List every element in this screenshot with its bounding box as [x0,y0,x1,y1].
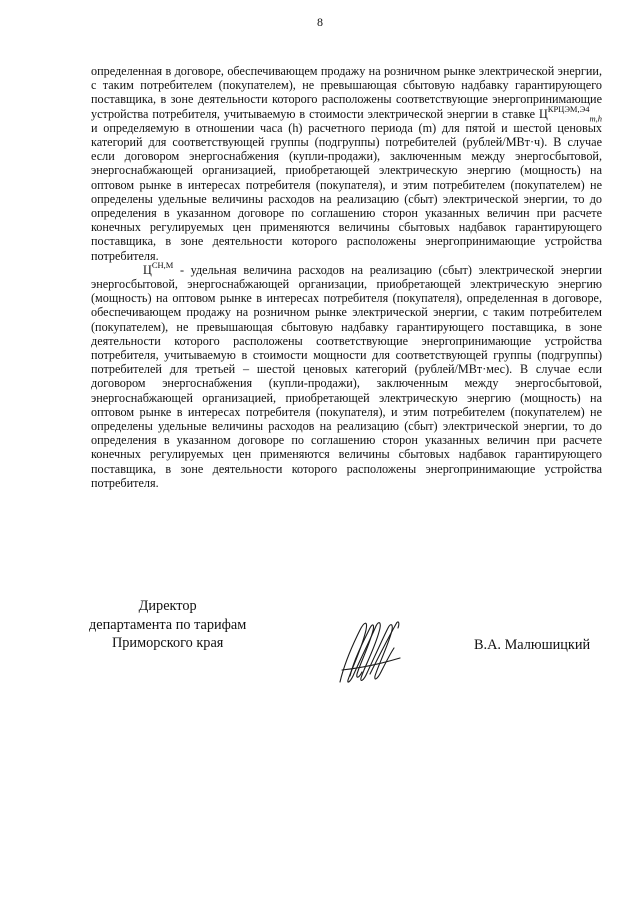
sales-cost-symbol-superscript: СН,М [151,259,174,270]
paragraph-1-text-a: определенная в договоре, обеспечивающем продажу на розничном рынке электрической энергии, с таким потребителем (покупателем), не превышающая сбытовую надбавку гарантирующего поставщика, в зоне деятельности которого расположены соответствующие энергопринимающие устройства потребителя, учитываемую в стоимости электрической энергии в ставке Ц [91,64,602,121]
paragraph-2-text: - удельная величина расходов на реализацию (сбыт) электрической энергии энергосбытовой, энергоснабжающей организации, приобретающей электрическую энергию (мощность) на оптовом рынке в интересах потребителя (покупателя), определенная в договоре, обеспечивающем продажу на розничном рынке электрической энергии, с таким потребителем (покупателем), не превышающая сбытовую надбавку гарантирующего поставщика, в зоне деятельности которого расположены соответствующие энергопринимающие устройства потребителя, учитываемую в стоимости мощности для соответствующей группы (подгруппы) потребителей для третьей – шестой ценовых категорий (рублей/МВт·мес). В случае если договором энергоснабжения (купли-продажи), заключенным между энергосбытовой, энергоснабжающей организацией, приобретающей электрическую энергию (мощность) на оптовом рынке в интересах потребителя (покупателя), и этим потребителем (покупателем) не определены удельные величины расходов на реализацию (сбыт) электрической энергии, то до определения в указанном договоре по соглашению сторон указанных величин при расчете конечных регулируемых цен применяются величины сбытовых надбавок гарантирующего поставщика, в зоне деятельности которого расположены энергопринимающие устройства потребителя. [91,262,602,490]
signatory-title-line-2: департамента по тарифам [89,616,247,633]
paragraph-2 [91,259,602,490]
signatory-title-line-3: Приморского края [111,635,224,651]
document-body [91,64,602,490]
sales-cost-symbol: Ц [143,262,152,277]
signatory-title-line-1: Директор [138,598,197,614]
page-number: 8 [317,15,323,29]
signatory-title [89,597,246,653]
paragraph-1 [91,64,602,263]
signatory-name: В.А. Малюшицкий [474,637,591,653]
handwritten-signature [330,610,410,690]
tariff-symbol-superscript: КРЦЭМ,Э4 [547,103,590,114]
tariff-symbol-subscript: m,h [589,113,602,124]
paragraph-1-text-b: и определяемую в отношении часа (h) расчетного периода (m) для пятой и шестой ценовых категорий для соответствующей группы (подгруппы) потребителей (рублей/МВт·ч). В случае если договором энергоснабжения (купли-продажи), заключенным между энергосбытовой, энергоснабжающей организацией, приобретающей электрическую энергию (мощность) на оптовом рынке в интересах потребителя (покупателя), и этим потребителем (покупателем) не определены удельные величины расходов на реализацию (сбыт) электрической энергии, то до определения в указанном договоре по соглашению сторон указанных величин при расчете конечных регулируемых цен применяются величины сбытовых надбавок гарантирующего поставщика, в зоне деятельности которого расположены энергопринимающие устройства потребителя. [91,120,602,263]
